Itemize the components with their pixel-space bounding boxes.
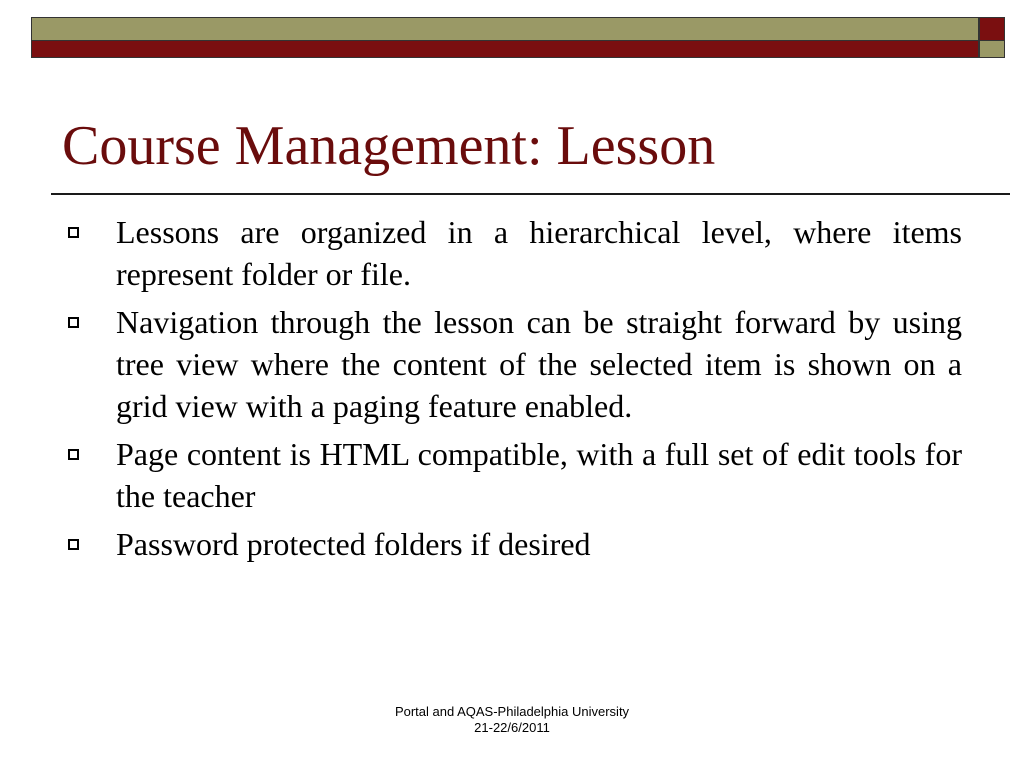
bullet-text: Lessons are organized in a hierarchical level, where items represent folder or file.: [116, 214, 962, 292]
footer-line-2: 21-22/6/2011: [474, 720, 550, 735]
hollow-square-bullet-icon: [68, 317, 79, 328]
bullet-text: Page content is HTML compatible, with a full set of edit tools for the teacher: [116, 436, 962, 514]
bullet-list: [62, 211, 962, 571]
header-corner-olive: [979, 41, 1005, 58]
bullet-item: [62, 211, 962, 295]
title-divider: [51, 193, 1010, 195]
bullet-item: [62, 301, 962, 427]
header-band-olive: [31, 17, 979, 41]
bullet-item: [62, 523, 962, 565]
slide-title: Course Management: Lesson: [62, 115, 716, 177]
hollow-square-bullet-icon: [68, 449, 79, 460]
header-band-maroon: [31, 41, 979, 58]
hollow-square-bullet-icon: [68, 227, 79, 238]
slide-footer: [322, 704, 702, 736]
bullet-item: [62, 433, 962, 517]
bullet-text: Navigation through the lesson can be straight forward by using tree view where the content of the selected item is shown on a grid view with a paging feature enabled.: [116, 304, 962, 424]
header-corner-maroon: [979, 17, 1005, 41]
hollow-square-bullet-icon: [68, 539, 79, 550]
bullet-text: Password protected folders if desired: [116, 526, 591, 562]
footer-line-1: Portal and AQAS-Philadelphia University: [394, 704, 630, 719]
